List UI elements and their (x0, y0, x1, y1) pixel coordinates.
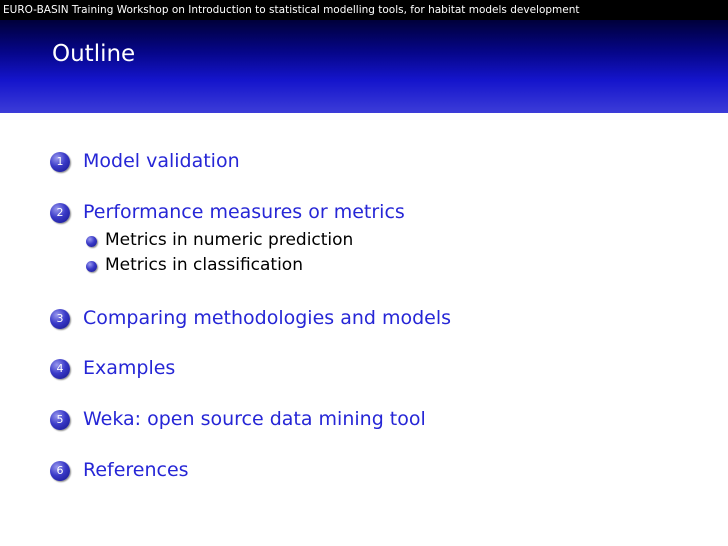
outline-item-examples[interactable]: Examples (83, 357, 176, 379)
outline-number-3: 3 (50, 309, 70, 329)
presentation-headline: EURO-BASIN Training Workshop on Introduction to statistical modelling tools, for habitat models development (0, 0, 728, 20)
outline-number-4: 4 (50, 359, 70, 379)
frame-title: Outline (52, 41, 136, 67)
bullet-icon (86, 236, 97, 247)
outline-subitem-classification[interactable]: Metrics in classification (105, 255, 303, 275)
outline-number-6: 6 (50, 461, 70, 481)
outline-number-1: 1 (50, 152, 70, 172)
outline-subitem-numeric-prediction[interactable]: Metrics in numeric prediction (105, 230, 354, 250)
outline-item-references[interactable]: References (83, 459, 189, 481)
outline-number-5: 5 (50, 410, 70, 430)
outline-item-model-validation[interactable]: Model validation (83, 150, 240, 172)
outline-item-weka[interactable]: Weka: open source data mining tool (83, 408, 426, 430)
bullet-icon (86, 261, 97, 272)
outline-item-performance-measures[interactable]: Performance measures or metrics (83, 201, 405, 223)
outline-item-comparing-methodologies[interactable]: Comparing methodologies and models (83, 307, 452, 329)
outline-number-2: 2 (50, 203, 70, 223)
